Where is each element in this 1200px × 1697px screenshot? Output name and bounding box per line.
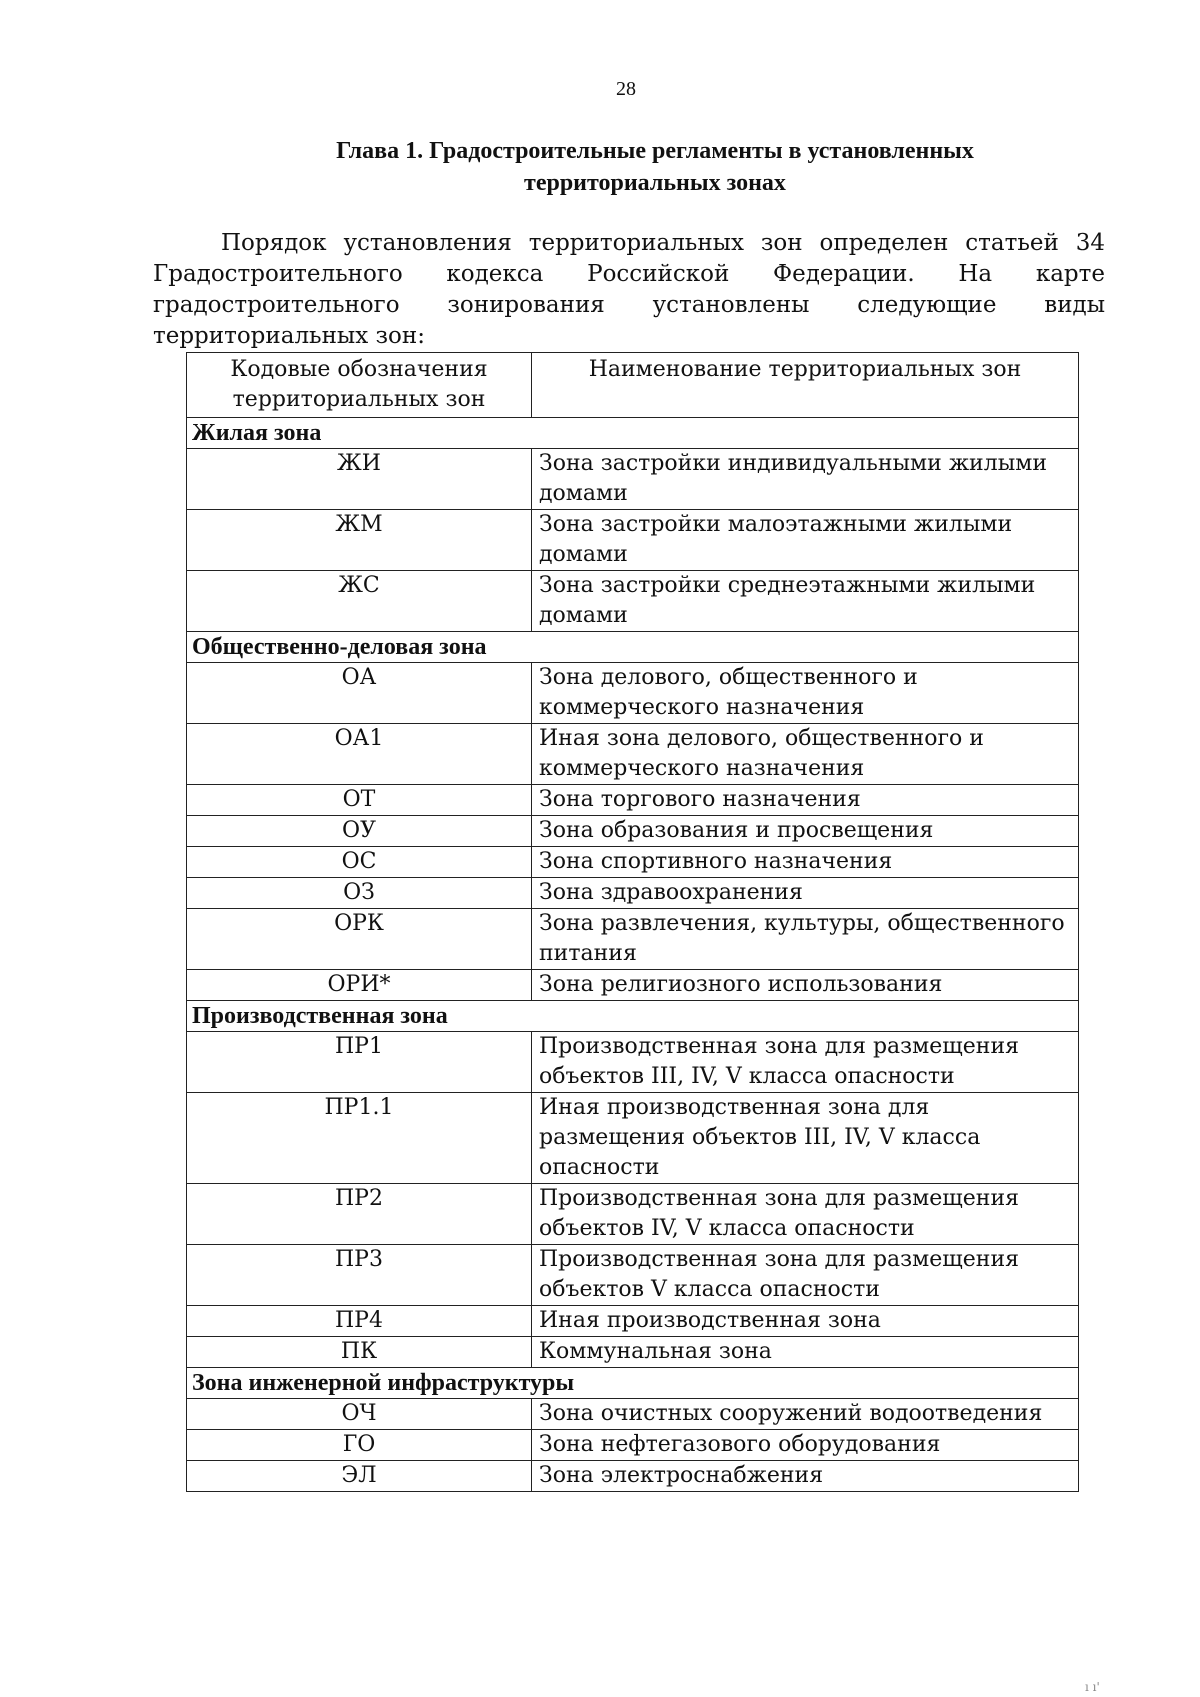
zone-name: Иная зона делового, общественного и коммерческого назначения (532, 724, 1079, 785)
zones-table-body (187, 418, 1079, 1492)
intro-paragraph: Порядок установления территориальных зон определен статьей 34 Градостроительного кодекса Российской Федерации. На карте градостроительного зонирования установлены следующие виды территориальных зон: (153, 230, 1105, 349)
zone-code: ПК (187, 1337, 532, 1368)
table-row (187, 878, 1079, 909)
zone-name: Зона нефтегазового оборудования (532, 1430, 1079, 1461)
table-row (187, 1461, 1079, 1492)
zone-name: Зона развлечения, культуры, общественного питания (532, 909, 1079, 970)
group-row (187, 1001, 1079, 1032)
zone-name: Зона застройки индивидуальными жилыми домами (532, 449, 1079, 510)
table-row (187, 909, 1079, 970)
zone-name: Зона застройки малоэтажными жилыми домами (532, 510, 1079, 571)
zone-name: Зона спортивного назначения (532, 847, 1079, 878)
zones-table (186, 352, 1079, 1492)
zone-code: ЖИ (187, 449, 532, 510)
table-row (187, 510, 1079, 571)
table-row (187, 663, 1079, 724)
table-row (187, 1184, 1079, 1245)
zone-code: ОРИ* (187, 970, 532, 1001)
table-row (187, 1032, 1079, 1093)
table-row (187, 816, 1079, 847)
table-row (187, 724, 1079, 785)
zone-code: ОС (187, 847, 532, 878)
zones-table-header (187, 353, 1079, 418)
header-name: Наименование территориальных зон (532, 353, 1079, 418)
table-row (187, 449, 1079, 510)
table-row (187, 1399, 1079, 1430)
zone-code: ПР2 (187, 1184, 532, 1245)
zone-name: Производственная зона для размещения объектов V класса опасности (532, 1245, 1079, 1306)
scan-mark: ı ı' (1085, 1680, 1100, 1694)
zone-code: ПР1.1 (187, 1093, 532, 1184)
group-row (187, 418, 1079, 449)
group-title: Зона инженерной инфраструктуры (187, 1368, 1079, 1399)
group-title: Общественно-деловая зона (187, 632, 1079, 663)
zone-name: Зона торгового назначения (532, 785, 1079, 816)
table-row (187, 970, 1079, 1001)
zone-name: Иная производственная зона (532, 1306, 1079, 1337)
zone-code: ОЧ (187, 1399, 532, 1430)
zone-name: Зона застройки среднеэтажными жилыми домами (532, 571, 1079, 632)
zone-name: Зона религиозного использования (532, 970, 1079, 1001)
zone-code: ПР1 (187, 1032, 532, 1093)
group-title: Жилая зона (187, 418, 1079, 449)
zone-name: Иная производственная зона для размещения объектов III, IV, V класса опасности (532, 1093, 1079, 1184)
header-row (187, 353, 1079, 418)
zone-code: ПР3 (187, 1245, 532, 1306)
zone-name: Зона здравоохранения (532, 878, 1079, 909)
chapter-title: Глава 1. Градостроительные регламенты в установленных территориальных зонах (336, 138, 974, 196)
table-row (187, 1430, 1079, 1461)
zone-code: ОУ (187, 816, 532, 847)
group-title: Производственная зона (187, 1001, 1079, 1032)
group-row (187, 632, 1079, 663)
zone-name: Зона очистных сооружений водоотведения (532, 1399, 1079, 1430)
zone-code: ОРК (187, 909, 532, 970)
zone-name: Коммунальная зона (532, 1337, 1079, 1368)
zone-code: ГО (187, 1430, 532, 1461)
zone-name: Производственная зона для размещения объектов III, IV, V класса опасности (532, 1032, 1079, 1093)
zone-name: Зона делового, общественного и коммерческого назначения (532, 663, 1079, 724)
zone-code: ЖМ (187, 510, 532, 571)
group-row (187, 1368, 1079, 1399)
table-row (187, 785, 1079, 816)
table-row (187, 571, 1079, 632)
zone-name: Производственная зона для размещения объектов IV, V класса опасности (532, 1184, 1079, 1245)
page-number: 28 (616, 78, 636, 100)
zone-code: ЭЛ (187, 1461, 532, 1492)
zone-code: ОТ (187, 785, 532, 816)
zone-name: Зона образования и просвещения (532, 816, 1079, 847)
zone-code: ОА1 (187, 724, 532, 785)
zone-code: ЖС (187, 571, 532, 632)
header-code: Кодовые обозначения территориальных зон (187, 353, 532, 418)
zone-code: ОА (187, 663, 532, 724)
table-row (187, 1337, 1079, 1368)
zone-code: ОЗ (187, 878, 532, 909)
zone-code: ПР4 (187, 1306, 532, 1337)
table-row (187, 847, 1079, 878)
zone-name: Зона электроснабжения (532, 1461, 1079, 1492)
table-row (187, 1093, 1079, 1184)
table-row (187, 1245, 1079, 1306)
table-row (187, 1306, 1079, 1337)
